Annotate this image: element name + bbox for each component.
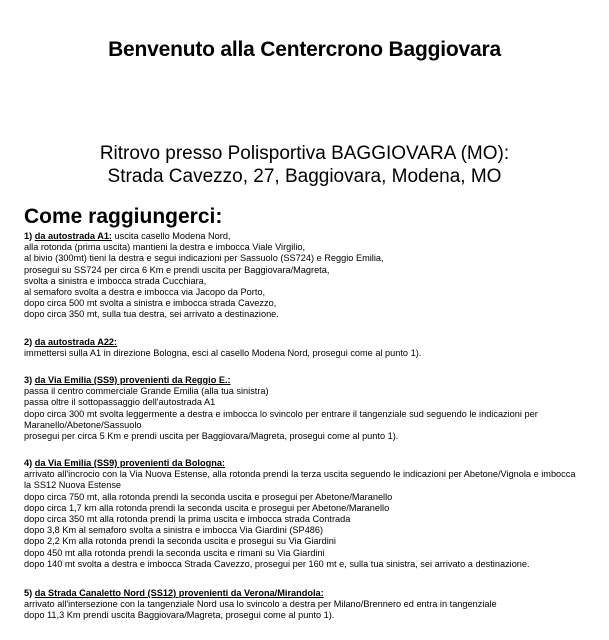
route-text-line: prosegui per circa 5 Km e prendi uscita per Baggiovara/Magreta, prosegui come al punto 1). <box>24 431 399 442</box>
route-text-line: immettersi sulla A1 in direzione Bologna, esci al casello Modena Nord, prosegui come al punto 1). <box>24 348 422 359</box>
page-title: Benvenuto alla Centercrono Baggiovara <box>108 38 501 61</box>
route-3 <box>24 375 609 442</box>
route-text-line: arrivato all'incrocio con la Via Nuova Estense, alla rotonda prendi la terza uscita seguendo le indicazioni per Abetone/Vignola e imbocca <box>24 469 576 480</box>
route-heading: 1) da autostrada A1: <box>24 231 112 241</box>
route-heading: 2) da autostrada A22: <box>24 337 118 347</box>
route-text-line: dopo 450 mt alla rotonda prendi la seconda uscita e rimani su Via Giardini <box>24 547 325 558</box>
route-text-line: dopo circa 1,7 km alla rotonda prendi la seconda uscita e prosegui per Abetone/Maranello <box>24 502 390 513</box>
route-1 <box>24 231 609 321</box>
route-text-line: dopo 140 mt svolta a destra e imbocca Strada Cavezzo, prosegui per 160 mt e, sulla tua sinistra, sei arrivato a destinazione. <box>24 558 530 569</box>
route-text-line: prosegui su SS724 per circa 6 Km e prendi uscita per Baggiovara/Magreta, <box>24 264 330 275</box>
directions-heading: Come raggiungerci: <box>24 205 223 228</box>
route-text-line: dopo 2,2 Km alla rotonda prendi la seconda uscita e prosegui su Via Giardini <box>24 536 336 547</box>
route-heading: 4) da Via Emilia (SS9) provenienti da Bologna: <box>24 458 225 468</box>
meeting-point <box>0 142 609 188</box>
route-text-line: dopo circa 300 mt svolta leggermente a destra e imbocca lo svincolo per entrare il tangenziale sud seguendo le indicazioni per <box>24 408 538 419</box>
route-text-line: al semaforo svolta a destra e imbocca via Jacopo da Porto, <box>24 287 266 298</box>
route-text-line: dopo circa 750 mt, alla rotonda prendi la seconda uscita e prosegui per Abetone/Maranello <box>24 491 393 502</box>
route-text-line: Maranello/Abetone/Sassuolo <box>24 419 142 430</box>
route-text-line: dopo circa 500 mt svolta a sinistra e imbocca strada Cavezzo, <box>24 298 277 309</box>
route-text-line: dopo 3,8 Km al semaforo svolta a sinistra e imbocca Via Giardini (SP486) <box>24 525 324 536</box>
route-text-line: passa oltre il sottopassaggio dell'autostrada A1 <box>24 397 216 408</box>
route-text-line: al bivio (300mt) tieni la destra e segui indicazioni per Sassuolo (SS724) e Reggio Emilia, <box>24 253 384 264</box>
meeting-point-line-1: Ritrovo presso Polisportiva BAGGIOVARA (MO): <box>99 143 510 164</box>
route-text-line: la SS12 Nuova Estense <box>24 480 122 491</box>
route-2 <box>24 337 609 359</box>
route-text-line: dopo 11,3 Km prendi uscita Baggiovara/Magreta, prosegui come al punto 1). <box>24 610 335 621</box>
route-text-line: uscita casello Modena Nord, <box>112 231 231 241</box>
route-4 <box>24 458 609 570</box>
route-text-line: dopo circa 350 mt, sulla tua destra, sei arrivato a destinazione. <box>24 309 279 320</box>
route-text-line: passa il centro commerciale Grande Emilia (alla tua sinistra) <box>24 386 269 397</box>
meeting-point-address: Strada Cavezzo, 27, Baggiovara, Modena, MO <box>107 166 502 187</box>
route-heading: 5) da Strada Canaletto Nord (SS12) provenienti da Verona/Mirandola: <box>24 588 324 598</box>
route-text-line: alla rotonda (prima uscita) mantieni la destra e imbocca Viale Virgilio, <box>24 242 306 253</box>
route-text-line: svolta a sinistra e imbocca strada Cucchiara, <box>24 275 207 286</box>
route-5 <box>24 588 609 622</box>
route-text-line: dopo circa 350 mt alla rotonda prendi la prima uscita e imbocca strada Contrada <box>24 514 351 525</box>
route-text-line: arrivato all'intersezione con la tangenziale Nord usa lo svincolo a destra per Milano/Brennero ed entra in tangenziale <box>24 599 497 610</box>
route-heading: 3) da Via Emilia (SS9) provenienti da Reggio E.: <box>24 375 231 385</box>
